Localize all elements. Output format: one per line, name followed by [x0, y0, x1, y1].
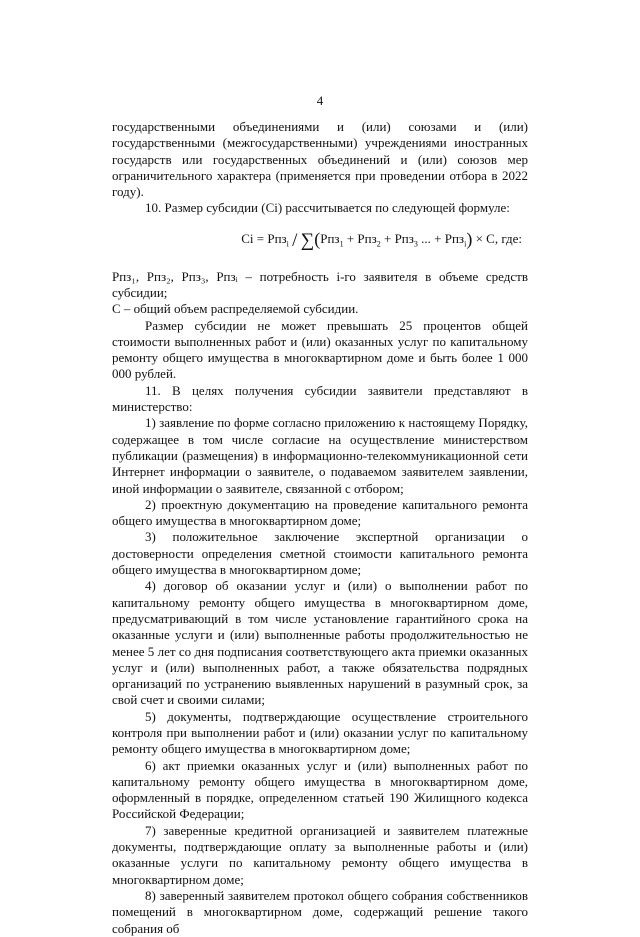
formula-slash: / — [292, 229, 298, 251]
formula-close-paren: ) — [466, 228, 473, 249]
list-item: 6) акт приемки оказанных услуг и (или) выполненных работ по капитальному ремонту общего имущества в многоквартирном доме, оформленный в порядке, определенном статьей 190 Жилищного кодекса Российской Федерации; — [112, 757, 528, 822]
formula-plus: + — [343, 230, 358, 246]
formula-numerator: Рпз — [267, 230, 287, 246]
paragraph: С – общий объем распределяемой субсидии. — [112, 301, 359, 317]
formula-subscript: 3 — [413, 239, 418, 249]
formula-tail: × С, где: — [472, 230, 522, 246]
list-item: 5) документы, подтверждающие осуществление строительного контроля при выполнении работ и (или) оказании услуг по капитальному ремонту общего имущества в многоквартирном доме; — [112, 708, 528, 757]
list-item: 4) договор об оказании услуг и (или) о выполнении работ по капитальному ремонту общего имущества в многоквартирном доме, предусматривающий в том числе установление гарантийного срока на оказанные услуги и (или) выполненные работы продолжительностью не менее 5 лет со дня подписания соответствующего акта приемки оказанных услуг и (или) выполненных работ, а также обязательства подрядных организаций по устранению выявленных нарушений в разумный срок, за свой счет и своими силами; — [112, 578, 528, 708]
formula-lhs: Ci = — [241, 230, 265, 246]
list-item: 8) заверенный заявителем протокол общего собрания собственников помещений в многоквартирном доме, содержащий решение такого собрания об — [112, 887, 528, 936]
list-item: 3) положительное заключение экспертной организации о достоверности определения сметной стоимости капитального ремонта общего имущества в многоквартирном доме; — [112, 529, 528, 578]
page-number: 4 — [316, 93, 324, 108]
document-body — [112, 119, 528, 937]
formula-term: Рпз — [357, 230, 377, 246]
paragraph: государственными объединениями и (или) союзами и (или) государственными (межгосударственными) учреждениями иностранных государств или государственных объединений и (или) союзов мер ограничительного характера (применяется при проведении отбора в 2022 году). — [112, 119, 528, 200]
formula-subscript: 1 — [339, 239, 344, 249]
formula-subscript: i — [286, 239, 289, 249]
formula-subscript: i — [464, 239, 467, 249]
paragraph: Размер субсидии не может превышать 25 процентов общей стоимости выполненных работ и (или) оказанных услуг по капитальному ремонту общего имущества в многоквартирном доме и быть более 1 000 000 рублей. — [112, 317, 528, 382]
formula-plus: + — [380, 230, 395, 246]
formula-ellipsis: ... + — [417, 230, 445, 246]
list-item: 1) заявление по форме согласно приложению к настоящему Порядку, содержащее в том числе согласие на осуществление министерством публикации (размещения) в информационно-телекоммуникационной сети Интернет информации о заявителе, о подаваемом заявителем заявлении, иной информации о заявителе, связанной с отбором; — [112, 415, 528, 496]
list-item: 7) заверенные кредитной организацией и заявителем платежные документы, подтверждающие оплату за выполненные работы и (или) оказанные услуги по капитальному ремонту общего имущества в многоквартирном доме; — [112, 822, 528, 887]
formula-term: Рпз — [320, 230, 340, 246]
formula-term: Рпз — [444, 230, 465, 246]
formula-open-paren: ( — [314, 228, 321, 249]
paragraph: Рпз₁, Рпз₂, Рпз₃, Рпзᵢ – потребность i-го заявителя в объеме средств субсидии; — [112, 268, 528, 300]
formula-subscript: 2 — [376, 239, 381, 249]
paragraph: 10. Размер субсидии (Ci) рассчитывается по следующей формуле: — [145, 200, 510, 216]
subsidy-formula — [112, 228, 528, 253]
formula-sigma: ∑ — [300, 229, 315, 251]
list-item: 2) проектную документацию на проведение капитального ремонта общего имущества в многоквартирном доме; — [112, 496, 528, 529]
formula-term: Рпз — [394, 230, 414, 246]
paragraph: 11. В целях получения субсидии заявители представляют в министерство: — [112, 382, 528, 415]
